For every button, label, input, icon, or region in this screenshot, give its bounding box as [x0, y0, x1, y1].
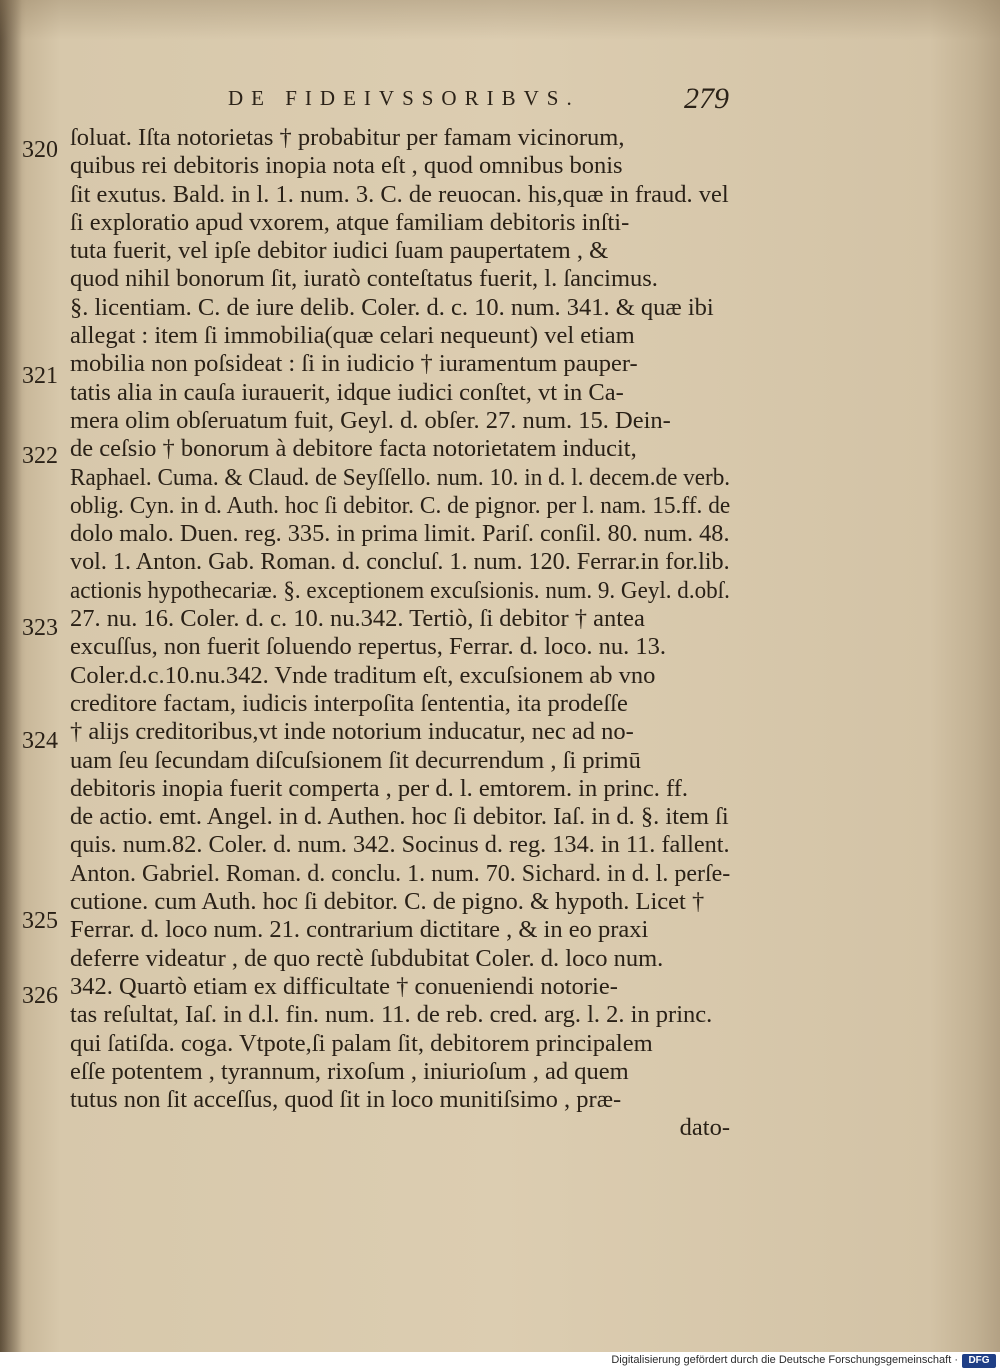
text-line: tuta fuerit, vel ipſe debitor iudici ſuam paupertatem , & [70, 237, 609, 265]
text-line: Ferrar. d. loco num. 21. contrarium dictitare , & in eo praxi [70, 916, 649, 944]
text-line: vol. 1. Anton. Gab. Roman. d. concluſ. 1. num. 120. Ferrar.in for.lib. [70, 548, 730, 576]
text-line: tas reſultat, Iaſ. in d.l. fin. num. 11. de reb. cred. arg. l. 2. in princ. [70, 1001, 713, 1029]
dfg-logo: DFG [962, 1354, 996, 1368]
text-line: † alijs creditoribus,vt inde notorium inducatur, nec ad no- [70, 718, 634, 746]
text-line: de ceſsio † bonorum à debitore facta notorietatem inducit, [70, 435, 637, 463]
text-line: de actio. emt. Angel. in d. Authen. hoc ſi debitor. Iaſ. in d. §. item ſi [70, 803, 729, 831]
text-line: Coler.d.c.10.nu.342. Vnde traditum eſt, excuſsionem ab vno [70, 661, 656, 689]
text-line: qui ſatiſda. coga. Vtpote,ſi palam ſit, debitorem principalem [70, 1029, 653, 1057]
text-line: cutione. cum Auth. hoc ſi debitor. C. de pigno. & hypoth. Licet † [70, 888, 705, 916]
text-line: mera olim obſeruatum fuit, Geyl. d. obſer. 27. num. 15. Dein- [70, 406, 671, 434]
page-header [0, 82, 1000, 122]
page-number: 279 [684, 82, 729, 115]
text-line: quibus rei debitoris inopia nota eſt , quod omnibus bonis [70, 152, 623, 180]
text-line: excuſſus, non fuerit ſoluendo repertus, Ferrar. d. loco. nu. 13. [70, 633, 667, 661]
catchword: dato- [679, 1114, 730, 1142]
margin-number: 325 [22, 908, 58, 934]
text-line: ſit exutus. Bald. in l. 1. num. 3. C. de reuocan. his,quæ in fraud. vel [70, 180, 729, 208]
text-line: eſſe potentem , tyrannum, rixoſum , iniurioſum , ad quem [70, 1057, 629, 1085]
text-line: 27. nu. 16. Coler. d. c. 10. nu.342. Tertiò, ſi debitor † antea [70, 605, 645, 633]
body-text [70, 124, 730, 1143]
text-line: tatis alia in cauſa iurauerit, idque iudici conſtet, vt in Ca- [70, 378, 624, 406]
text-line: §. licentiam. C. de iure delib. Coler. d. c. 10. num. 341. & quæ ibi [70, 293, 714, 321]
margin-number: 321 [22, 363, 58, 389]
text-line: uam ſeu ſecundam diſcuſsionem ſit decurrendum , ſi primū [70, 746, 641, 774]
margin-number: 322 [22, 443, 58, 469]
running-title: DE FIDEIVSSORIBVS. [228, 86, 580, 110]
text-line: ſoluat. Iſta notorietas † probabitur per famam vicinorum, [70, 124, 625, 151]
text-line: oblig. Cyn. in d. Auth. hoc ſi debitor. C. de pignor. per l. nam. 15.ff. de [70, 491, 731, 519]
text-line: Raphael. Cuma. & Claud. de Seyſſello. num. 10. in d. l. decem.de verb. [70, 463, 731, 491]
text-line: actionis hypothecariæ. §. exceptionem excuſsionis. num. 9. Geyl. d.obſ. [70, 576, 730, 604]
margin-number: 324 [22, 728, 58, 754]
text-line: deferre videatur , de quo rectè ſubdubitat Coler. d. loco num. [70, 944, 664, 972]
digitization-footer [0, 1352, 1000, 1371]
funding-credit: Digitalisierung gefördert durch die Deutsche Forschungsgemeinschaft · [611, 1354, 958, 1366]
text-line: creditore factam, iudicis interpoſita ſententia, ita prodeſſe [70, 689, 628, 717]
text-line: allegat : item ſi immobilia(quæ celari nequeunt) vel etiam [70, 322, 635, 350]
text-line: tutus non ſit acceſſus, quod ſit in loco munitiſsimo , præ- [70, 1086, 622, 1114]
text-line: mobilia non poſsideat : ſi in iudicio † iuramentum pauper- [70, 350, 638, 378]
margin-number: 323 [22, 615, 58, 641]
text-line: debitoris inopia fuerit comperta , per d. l. emtorem. in princ. ff. [70, 774, 688, 802]
text-line: quod nihil bonorum ſit, iuratò conteſtatus fuerit, l. ſancimus. [70, 265, 658, 293]
margin-number: 320 [22, 137, 58, 163]
text-line: ſi exploratio apud vxorem, atque familiam debitoris inſti- [70, 208, 630, 236]
text-line: dolo malo. Duen. reg. 335. in prima limit. Pariſ. conſil. 80. num. 48. [70, 520, 730, 548]
margin-number: 326 [22, 983, 58, 1009]
text-line: Anton. Gabriel. Roman. d. conclu. 1. num. 70. Sichard. in d. l. perſe- [70, 859, 731, 887]
text-line: quis. num.82. Coler. d. num. 342. Socinus d. reg. 134. in 11. fallent. [70, 831, 730, 859]
text-line: 342. Quartò etiam ex difficultate † conueniendi notorie- [70, 972, 618, 1000]
